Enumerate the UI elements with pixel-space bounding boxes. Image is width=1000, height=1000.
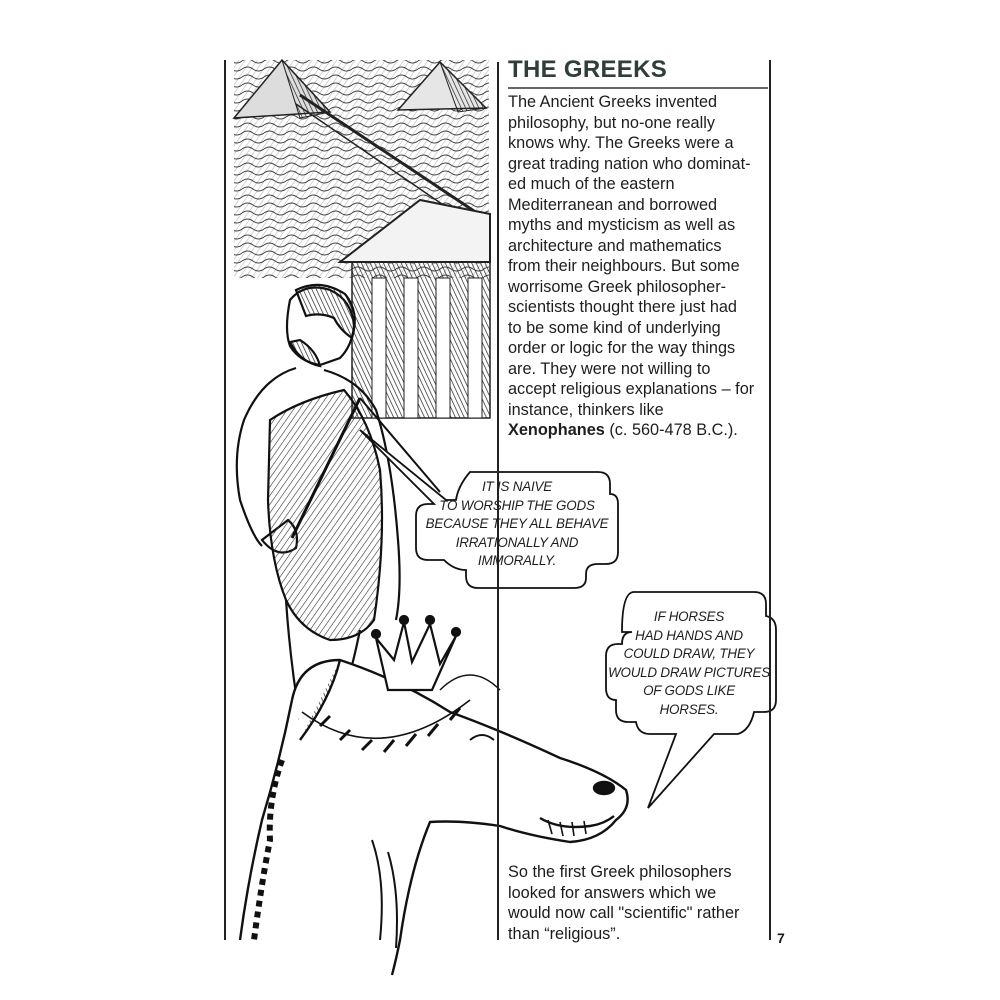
paragraph-line: worrisome Greek philosopher- xyxy=(508,277,727,296)
xenophanes-line xyxy=(508,420,770,441)
closing-line: looked for answers which we xyxy=(508,883,717,902)
xenophanes-dates: (c. 560-478 B.C.). xyxy=(604,421,738,439)
paragraph-line: scientists thought there just had xyxy=(508,298,737,316)
quote-line: HORSES. xyxy=(659,701,719,717)
paragraph-line: knows why. The Greeks were a xyxy=(508,134,734,152)
title-underline xyxy=(508,87,768,89)
left-frame-rule xyxy=(224,60,226,940)
paragraph-line: are. They were not willing to xyxy=(508,359,711,378)
paragraph-line: ed much of the eastern xyxy=(508,175,675,193)
quote-line: COULD DRAW, THEY xyxy=(623,646,755,661)
quote-line: WOULD DRAW PICTURES xyxy=(608,664,770,680)
quote-line: IMMORALLY. xyxy=(477,553,557,568)
intro-paragraph xyxy=(508,92,770,441)
paragraph-line: to be some kind of underlying xyxy=(508,318,721,337)
closing-line: than “religious”. xyxy=(508,924,621,943)
paragraph-line: myths and mysticism as well as xyxy=(508,216,736,234)
paragraph-line: accept religious explanations – for xyxy=(508,380,755,398)
paragraph-line: order or logic for the way things xyxy=(508,339,736,357)
paragraph-line: architecture and mathematics xyxy=(508,236,722,255)
paragraph-line: great trading nation who dominat- xyxy=(508,154,751,173)
paragraph-line: philosophy, but no-one really xyxy=(508,113,715,132)
paragraph-line: The Ancient Greeks invented xyxy=(508,93,718,111)
paragraph-line: instance, thinkers like xyxy=(508,400,664,419)
quote-line: TO WORSHIP THE GODS xyxy=(439,497,595,513)
paragraph-line: from their neighbours. But some xyxy=(508,257,740,275)
closing-line: So the first Greek philosophers xyxy=(508,863,732,881)
horse-quote xyxy=(604,608,774,719)
xenophanes-name: Xenophanes xyxy=(508,421,605,439)
quote-line: IRRATIONALLY AND xyxy=(455,534,579,550)
paragraph-line: Mediterranean and borrowed xyxy=(508,195,718,214)
quote-line: HAD HANDS AND xyxy=(635,627,743,643)
closing-line: would now call "scientific" rather xyxy=(508,904,740,922)
page-number: 7 xyxy=(777,930,785,946)
quote-line: IT IS NAIVE xyxy=(482,479,552,494)
quote-line: BECAUSE THEY ALL BEHAVE xyxy=(425,516,609,531)
quote-line: IF HORSES xyxy=(653,609,725,624)
closing-paragraph xyxy=(508,862,770,944)
xenophanes-quote xyxy=(418,478,616,571)
page-title: THE GREEKS xyxy=(508,56,668,83)
quote-line: OF GODS LIKE xyxy=(643,683,735,698)
crown-drawing xyxy=(372,616,460,690)
